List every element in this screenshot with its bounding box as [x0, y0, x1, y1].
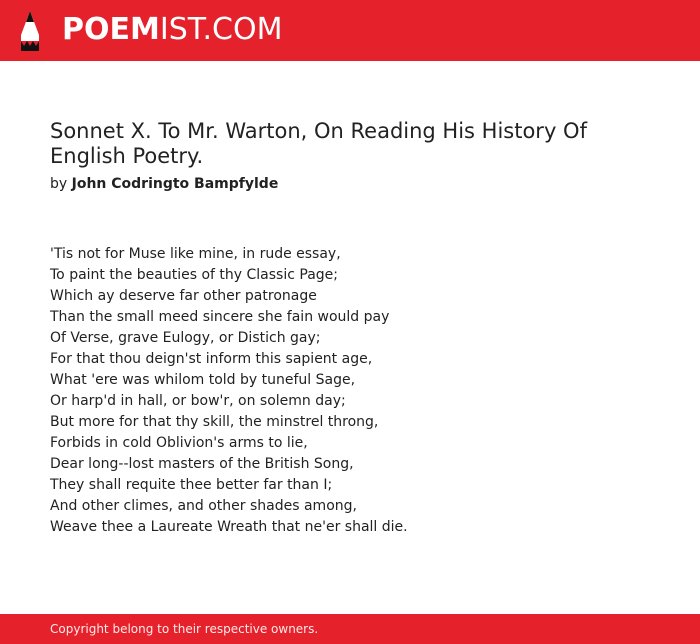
author-name[interactable]: John Codringto Bampfylde [71, 176, 279, 192]
site-footer [0, 614, 700, 644]
byline [50, 175, 278, 193]
byline-label: by [50, 176, 68, 192]
poem-line: They shall requite thee better far than I; [50, 477, 333, 493]
site-header [0, 0, 700, 61]
poem-line: Weave thee a Laureate Wreath that ne'er shall die. [50, 519, 408, 535]
poem-line: To paint the beauties of thy Classic Page; [50, 267, 338, 283]
poem-line: Forbids in cold Oblivion's arms to lie, [50, 435, 308, 451]
poem-line: Which ay deserve far other patronage [50, 288, 317, 304]
site-logo[interactable] [62, 10, 282, 50]
poem-line: What 'ere was whilom told by tuneful Sage, [50, 372, 356, 388]
poem-line: Of Verse, grave Eulogy, or Distich gay; [50, 330, 321, 346]
copyright-text: Copyright belong to their respective owners. [50, 622, 319, 636]
poem-line: But more for that thy skill, the minstrel throng, [50, 414, 379, 430]
pencil-tip-icon[interactable] [18, 10, 42, 51]
poem-line: 'Tis not for Muse like mine, in rude essay, [50, 246, 341, 262]
poem-line: Dear long--lost masters of the British Song, [50, 456, 354, 472]
logo-text-strong: POEM [62, 12, 160, 47]
logo-text-light: IST.COM [159, 12, 283, 47]
poem-line: Or harp'd in hall, or bow'r, on solemn day; [50, 393, 346, 409]
poem-line: Than the small meed sincere she fain would pay [50, 309, 390, 325]
poem-body [50, 244, 670, 538]
poem-title: Sonnet X. To Mr. Warton, On Reading His History Of English Poetry. [50, 119, 587, 168]
poem-line: And other climes, and other shades among, [50, 498, 357, 514]
poem-line: For that thou deign'st inform this sapient age, [50, 351, 373, 367]
